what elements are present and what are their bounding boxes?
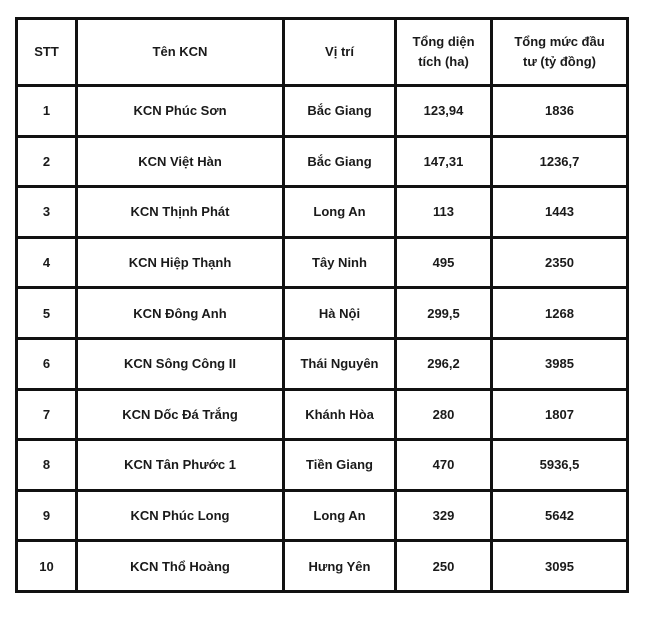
cell-area: 123,94 (396, 86, 492, 137)
cell-location: Long An (284, 490, 396, 541)
cell-investment: 3985 (492, 338, 628, 389)
cell-investment: 5642 (492, 490, 628, 541)
cell-location: Hà Nội (284, 288, 396, 339)
table-row (17, 389, 628, 440)
cell-stt: 3 (17, 187, 77, 238)
cell-stt: 9 (17, 490, 77, 541)
cell-stt: 6 (17, 338, 77, 389)
cell-name: KCN Phúc Long (77, 490, 284, 541)
cell-investment: 3095 (492, 541, 628, 592)
cell-name: KCN Thịnh Phát (77, 187, 284, 238)
cell-location: Bắc Giang (284, 136, 396, 187)
header-investment-text: Tổng mức đầu tư (tỷ đồng) (514, 34, 605, 69)
cell-stt: 2 (17, 136, 77, 187)
cell-name: KCN Việt Hàn (77, 136, 284, 187)
cell-stt: 5 (17, 288, 77, 339)
cell-area: 113 (396, 187, 492, 238)
cell-name: KCN Tân Phước 1 (77, 440, 284, 491)
cell-name: KCN Sông Công II (77, 338, 284, 389)
header-investment (492, 19, 628, 86)
cell-name: KCN Đông Anh (77, 288, 284, 339)
cell-location: Thái Nguyên (284, 338, 396, 389)
cell-name: KCN Thổ Hoàng (77, 541, 284, 592)
table-row (17, 541, 628, 592)
cell-location: Khánh Hòa (284, 389, 396, 440)
cell-investment: 1443 (492, 187, 628, 238)
cell-location: Tây Ninh (284, 237, 396, 288)
cell-name: KCN Hiệp Thạnh (77, 237, 284, 288)
cell-name: KCN Dốc Đá Trắng (77, 389, 284, 440)
cell-area: 280 (396, 389, 492, 440)
industrial-parks-table (15, 17, 629, 593)
cell-location: Hưng Yên (284, 541, 396, 592)
header-name: Tên KCN (77, 19, 284, 86)
table-row (17, 237, 628, 288)
table-row (17, 288, 628, 339)
header-location: Vị trí (284, 19, 396, 86)
cell-investment: 1268 (492, 288, 628, 339)
header-area (396, 19, 492, 86)
cell-area: 296,2 (396, 338, 492, 389)
cell-stt: 10 (17, 541, 77, 592)
cell-area: 495 (396, 237, 492, 288)
header-area-text: Tổng diện tích (ha) (412, 34, 475, 69)
header-stt: STT (17, 19, 77, 86)
cell-area: 470 (396, 440, 492, 491)
cell-location: Bắc Giang (284, 86, 396, 137)
cell-stt: 7 (17, 389, 77, 440)
cell-investment: 1236,7 (492, 136, 628, 187)
cell-area: 329 (396, 490, 492, 541)
table-row (17, 490, 628, 541)
cell-investment: 1807 (492, 389, 628, 440)
cell-stt: 4 (17, 237, 77, 288)
table-row (17, 136, 628, 187)
cell-name: KCN Phúc Sơn (77, 86, 284, 137)
cell-area: 147,31 (396, 136, 492, 187)
table-row (17, 440, 628, 491)
header-row (17, 19, 628, 86)
cell-investment: 5936,5 (492, 440, 628, 491)
cell-location: Tiền Giang (284, 440, 396, 491)
cell-area: 250 (396, 541, 492, 592)
cell-investment: 1836 (492, 86, 628, 137)
cell-area: 299,5 (396, 288, 492, 339)
table-row (17, 338, 628, 389)
cell-stt: 8 (17, 440, 77, 491)
table-row (17, 187, 628, 238)
table-row (17, 86, 628, 137)
cell-investment: 2350 (492, 237, 628, 288)
cell-stt: 1 (17, 86, 77, 137)
cell-location: Long An (284, 187, 396, 238)
